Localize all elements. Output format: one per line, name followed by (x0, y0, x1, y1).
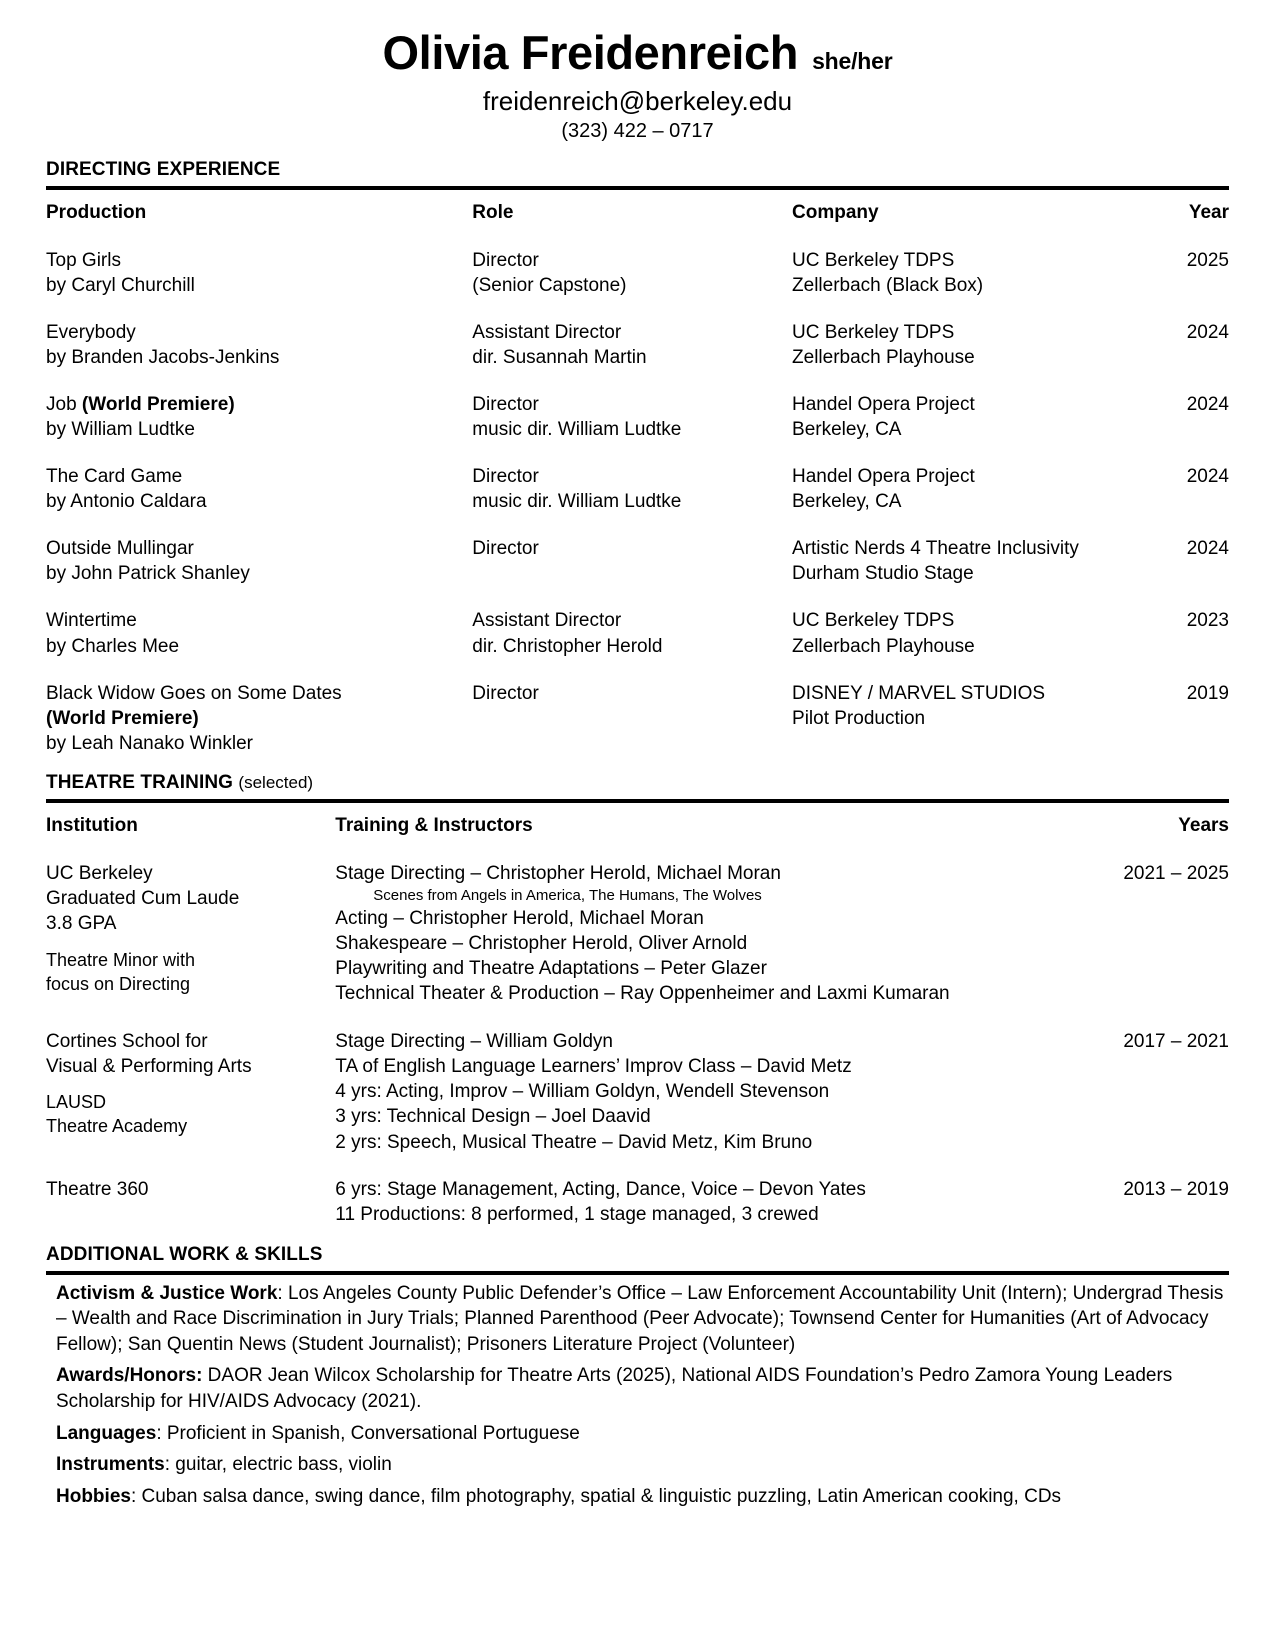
training-line: Shakespeare – Christopher Herold, Oliver Arnold (335, 932, 748, 954)
institution-line: Theatre 360 (46, 1178, 149, 1200)
institution-detail-line: focus on Directing (46, 973, 191, 994)
training-line: Playwriting and Theatre Adaptations – Peter Glazer (335, 958, 767, 980)
cell-production (46, 226, 472, 298)
production-premiere-tag: (World Premiere) (46, 707, 199, 729)
directing-table-head (46, 196, 1229, 226)
cell-production (46, 586, 472, 658)
training-table-body (46, 839, 1229, 1228)
production-title: Wintertime (46, 610, 137, 632)
role-note: (Senior Capstone) (472, 274, 627, 296)
role-note: music dir. William Ludtke (472, 419, 682, 441)
cell-production (46, 370, 472, 442)
section-divider-skills (46, 1271, 1229, 1275)
production-title: Outside Mullingar (46, 538, 194, 560)
cell-production (46, 298, 472, 370)
directing-header-row (46, 196, 1229, 226)
directing-table-body (46, 226, 1229, 756)
production-premiere-tag: (World Premiere) (81, 393, 235, 415)
role-title: Director (472, 682, 539, 704)
table-row (46, 298, 1229, 370)
company-venue: Zellerbach Playhouse (792, 346, 975, 368)
section-heading-skills-label: ADDITIONAL WORK & SKILLS (46, 1243, 323, 1265)
cell-institution (46, 1155, 335, 1228)
column-header-institution: Institution (46, 814, 138, 836)
cell-company (792, 370, 1144, 442)
column-header-years: Years (1178, 814, 1229, 836)
institution-line: Graduated Cum Laude (46, 888, 240, 910)
table-row (46, 659, 1229, 756)
cell-year: 2023 (1186, 610, 1229, 632)
section-divider-directing (46, 186, 1229, 190)
skill-category-text: : Proficient in Spanish, Conversational Portuguese (156, 1422, 580, 1444)
cell-role (472, 514, 792, 586)
training-line: 3 yrs: Technical Design – Joel Daavid (335, 1106, 651, 1128)
training-line: Technical Theater & Production – Ray Oppenheimer and Laxmi Kumaran (335, 983, 950, 1005)
institution-detail-line: Theatre Academy (46, 1116, 188, 1137)
role-note: dir. Christopher Herold (472, 635, 663, 657)
skill-category-label: Activism & Justice Work (56, 1282, 278, 1304)
skill-category-label: Awards/Honors: (56, 1365, 203, 1387)
cell-production (46, 442, 472, 514)
cell-company (792, 659, 1144, 756)
role-title: Director (472, 466, 539, 488)
column-header-year: Year (1188, 201, 1229, 223)
skill-entry (46, 1484, 1229, 1510)
production-playwright: by Branden Jacobs-Jenkins (46, 346, 280, 368)
cell-role (472, 659, 792, 756)
table-row (46, 370, 1229, 442)
section-heading-training-label: THEATRE TRAINING (46, 771, 234, 793)
role-title: Assistant Director (472, 321, 622, 343)
company-name: UC Berkeley TDPS (792, 610, 955, 632)
cell-company (792, 442, 1144, 514)
section-heading-training-qualifier: (selected) (238, 772, 314, 792)
theatre-training-table (46, 809, 1229, 1228)
institution-line: Cortines School for (46, 1030, 208, 1052)
production-playwright: by Charles Mee (46, 635, 180, 657)
skill-entry (46, 1421, 1229, 1447)
phone-number[interactable]: (323) 422 – 0717 (561, 119, 714, 142)
cell-year: 2024 (1186, 321, 1229, 343)
cell-company (792, 514, 1144, 586)
training-line: 2 yrs: Speech, Musical Theatre – David Metz, Kim Bruno (335, 1131, 813, 1153)
company-venue: Durham Studio Stage (792, 563, 974, 585)
production-playwright: by Caryl Churchill (46, 274, 195, 296)
column-header-company: Company (792, 201, 879, 223)
training-line: Stage Directing – Christopher Herold, Michael Moran (335, 862, 781, 884)
training-header-row (46, 809, 1229, 839)
cell-role (472, 226, 792, 298)
cell-year: 2024 (1186, 393, 1229, 415)
company-name: Handel Opera Project (792, 466, 975, 488)
directing-experience-table (46, 196, 1229, 756)
table-row (46, 839, 1229, 1007)
cell-role (472, 298, 792, 370)
cell-role (472, 370, 792, 442)
skill-category-text: : Cuban salsa dance, swing dance, film photography, spatial & linguistic puzzling, Latin American cooking, CDs (130, 1485, 1062, 1507)
training-table-head (46, 809, 1229, 839)
training-line: 4 yrs: Acting, Improv – William Goldyn, Wendell Stevenson (335, 1081, 830, 1103)
production-title: The Card Game (46, 466, 183, 488)
table-row (46, 226, 1229, 298)
cell-year: 2019 (1186, 682, 1229, 704)
cell-institution (46, 1007, 335, 1155)
cell-role (472, 586, 792, 658)
training-line: TA of English Language Learners’ Improv Class – David Metz (335, 1055, 852, 1077)
skill-category-text: DAOR Jean Wilcox Scholarship for Theatre Arts (2025), National AIDS Foundation’s Pedro Zamora Young Leaders Scholarship for HIV/AIDS Advocacy (2021). (56, 1365, 1173, 1413)
skill-entry (46, 1281, 1229, 1358)
table-row (46, 514, 1229, 586)
table-row (46, 442, 1229, 514)
production-playwright: by Antonio Caldara (46, 491, 207, 513)
production-title: Everybody (46, 321, 136, 343)
cell-years: 2017 – 2021 (1123, 1030, 1229, 1052)
company-name: UC Berkeley TDPS (792, 249, 955, 271)
production-title: Black Widow Goes on Some Dates (46, 682, 342, 704)
skill-category-text: : Los Angeles County Public Defender’s Office – Law Enforcement Accountability Unit (Intern); Undergrad Thesis – Wealth and Race Discrimination in Jury Trials; Planned Parenthood (Peer Advocate); Townsend Center for Humanities (Art of Advocacy Fellow); San Quentin News (Student Journalist); Prisoners Literature Project (Volunteer) (56, 1282, 1224, 1355)
company-name: Handel Opera Project (792, 393, 975, 415)
skill-category-label: Languages (56, 1422, 157, 1444)
table-row (46, 1155, 1229, 1228)
company-venue: Pilot Production (792, 707, 926, 729)
production-playwright: by William Ludtke (46, 419, 195, 441)
name-line (46, 28, 1229, 79)
skill-category-label: Hobbies (56, 1485, 131, 1507)
company-venue: Berkeley, CA (792, 419, 902, 441)
skills-list (46, 1281, 1229, 1510)
cell-year: 2024 (1186, 538, 1229, 560)
role-note: dir. Susannah Martin (472, 346, 647, 368)
cell-training (335, 839, 1038, 1007)
company-name: UC Berkeley TDPS (792, 321, 955, 343)
training-line: Stage Directing – William Goldyn (335, 1030, 613, 1052)
cell-company (792, 586, 1144, 658)
cell-company (792, 298, 1144, 370)
company-venue: Berkeley, CA (792, 491, 902, 513)
email-address[interactable]: freidenreich@berkeley.edu (482, 85, 793, 116)
production-playwright: by Leah Nanako Winkler (46, 732, 253, 754)
cell-years: 2021 – 2025 (1123, 862, 1229, 884)
page-title: Olivia Freidenreich (382, 26, 799, 79)
institution-line: 3.8 GPA (46, 913, 117, 935)
section-heading-training (46, 772, 1229, 794)
section-heading-skills (46, 1244, 1229, 1266)
institution-block (46, 1177, 335, 1202)
production-title: Top Girls (46, 249, 121, 271)
production-playwright: by John Patrick Shanley (46, 563, 250, 585)
training-line: 6 yrs: Stage Management, Acting, Dance, Voice – Devon Yates (335, 1178, 866, 1200)
resume-header (46, 28, 1229, 143)
cell-role (472, 442, 792, 514)
institution-line: Visual & Performing Arts (46, 1055, 252, 1077)
table-row (46, 586, 1229, 658)
column-header-training: Training & Instructors (335, 814, 533, 836)
institution-spacer (46, 1079, 335, 1091)
institution-spacer (46, 937, 335, 949)
skill-category-text: : guitar, electric bass, violin (164, 1454, 392, 1476)
institution-detail-line: LAUSD (46, 1092, 107, 1113)
institution-line: UC Berkeley (46, 862, 153, 884)
company-venue: Zellerbach (Black Box) (792, 274, 984, 296)
company-name: DISNEY / MARVEL STUDIOS (792, 682, 1046, 704)
role-title: Director (472, 249, 539, 271)
role-title: Director (472, 393, 539, 415)
role-title: Director (472, 538, 539, 560)
role-title: Assistant Director (472, 610, 622, 632)
column-header-production: Production (46, 201, 147, 223)
cell-production (46, 659, 472, 756)
cell-year: 2024 (1186, 466, 1229, 488)
training-line: Acting – Christopher Herold, Michael Moran (335, 907, 704, 929)
training-subnote: Scenes from Angels in America, The Humans, The Wolves (373, 887, 762, 905)
cell-production (46, 514, 472, 586)
skill-category-label: Instruments (56, 1454, 165, 1476)
cell-institution (46, 839, 335, 1007)
cell-years: 2013 – 2019 (1123, 1178, 1229, 1200)
cell-training (335, 1155, 1038, 1228)
section-heading-directing-label: DIRECTING EXPERIENCE (46, 158, 281, 180)
role-note: music dir. William Ludtke (472, 491, 682, 513)
column-header-role: Role (472, 201, 514, 223)
section-heading-directing (46, 159, 1229, 181)
training-line: 11 Productions: 8 performed, 1 stage managed, 3 crewed (335, 1204, 819, 1226)
section-divider-training (46, 799, 1229, 803)
cell-training (335, 1007, 1038, 1155)
cell-company (792, 226, 1144, 298)
institution-block (46, 861, 335, 997)
company-venue: Zellerbach Playhouse (792, 635, 975, 657)
skill-entry (46, 1452, 1229, 1478)
table-row (46, 1007, 1229, 1155)
production-title: Job (46, 393, 82, 415)
pronouns-label: she/her (812, 48, 893, 74)
cell-year: 2025 (1186, 249, 1229, 271)
company-name: Artistic Nerds 4 Theatre Inclusivity (792, 538, 1079, 560)
skill-entry (46, 1363, 1229, 1414)
institution-block (46, 1029, 335, 1139)
institution-detail-line: Theatre Minor with (46, 949, 196, 970)
